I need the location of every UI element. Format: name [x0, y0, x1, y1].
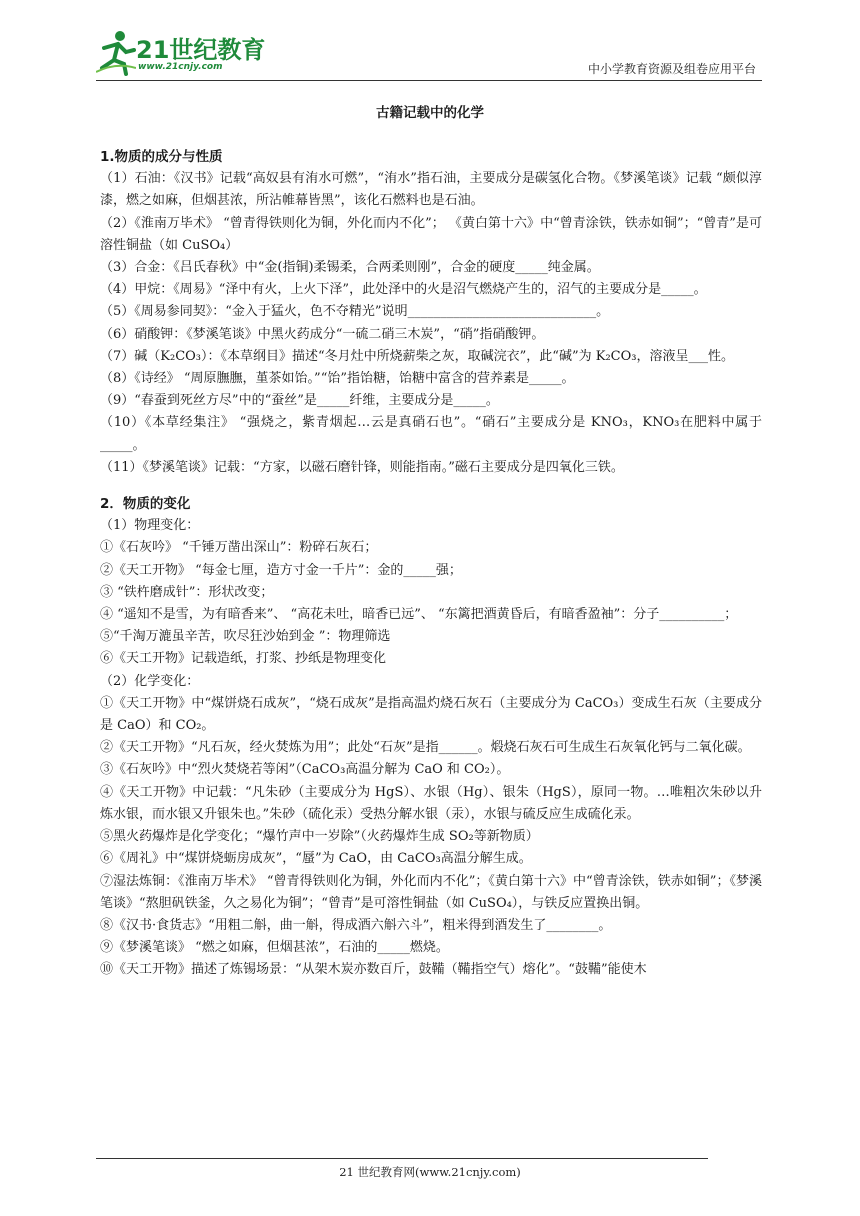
paragraph: （2）《淮南万毕术》 “曾青得铁则化为铜，外化而内不化”； 《黄白第十六》中“曾青涂铁，铁赤如铜”；“曾青”是可溶性铜盐（如 CuSO₄）: [100, 215, 762, 253]
paragraph: （11）《梦溪笔谈》记载：“方家，以磁石磨针锋，则能指南。”磁石主要成分是四氧化三铁。: [100, 459, 624, 475]
paragraph: ④ “遥知不是雪，为有暗香来”、 “高花未吐，暗香已远”、 “东篱把酒黄昏后，有暗香盈袖”：分子__________；: [100, 607, 738, 623]
paragraph: （1）石油：《汉书》记载“高奴县有洧水可燃”，“洧水”指石油，主要成分是碳氢化合物。《梦溪笔谈》记载 “颇似淳漆，燃之如麻，但烟甚浓，所沾帷幕皆黑”，该化石燃料也是石油。: [100, 171, 762, 209]
logo-url: www.21cnjy.com: [138, 62, 223, 72]
paragraph: ⑤黑火药爆炸是化学变化；“爆竹声中一岁除”（火药爆炸生成 SO₂等新物质）: [100, 829, 539, 845]
logo: [96, 28, 266, 78]
paragraph: （4）甲烷：《周易》“泽中有火，上火下泽”，此处泽中的火是沼气燃烧产生的，沼气的主要成分是_____。: [100, 282, 707, 298]
paragraph: ⑧《汉书·食货志》“用粗二斛，曲一斛，得成酒六斛六斗”，粗米得到酒发生了________。: [100, 917, 612, 933]
paragraph: （1）物理变化：: [100, 518, 200, 534]
footer-divider: [96, 1158, 708, 1159]
paragraph: （9）“春蚕到死丝方尽”中的“蚕丝”是_____纤维，主要成分是_____。: [100, 393, 499, 409]
paragraph: ②《天工开物》“凡石灰，经火焚炼为用”；此处“石灰”是指______。煅烧石灰石可生成生石灰氧化钙与二氧化碳。: [100, 740, 751, 756]
paragraph: （3）合金：《吕氏春秋》中“金(指铜)柔锡柔，合两柔则刚”，合金的硬度_____纯金属。: [100, 260, 600, 276]
section-heading: 1.物质的成分与性质: [100, 149, 223, 165]
paragraph: ①《天工开物》中“煤饼烧石成灰”，“烧石成灰”是指高温灼烧石灰石（主要成分为 CaCO₃）变成生石灰（主要成分是 CaO）和 CO₂。: [100, 695, 762, 734]
page-header: [96, 28, 762, 80]
paragraph: （10）《本草经集注》 “强烧之，紫青烟起…云是真硝石也”。“硝石”主要成分是 KNO₃，KNO₃在肥料中属于_____。: [100, 415, 762, 453]
paragraph: ⑦湿法炼铜：《淮南万毕术》 “曾青得铁则化为铜，外化而内不化”；《黄白第十六》中“曾青涂铁，铁赤如铜”；《梦溪笔谈》“熬胆矾铁釜，久之易化为铜”；“曾青”是可溶性铜盐（如 CuSO₄），与铁反应置换出铜。: [100, 873, 762, 911]
paragraph: ⑥《天工开物》记载造纸，打浆、抄纸是物理变化: [100, 651, 387, 667]
paragraph: （5）《周易参同契》：“金入于猛火，色不夺精光”说明_____________________________。: [100, 304, 610, 320]
paragraph: ⑥《周礼》中“煤饼烧蛎房成灰”，“蜃”为 CaO，由 CaCO₃高温分解生成。: [100, 851, 532, 867]
logo-text: 21世纪教育: [136, 36, 266, 64]
section-heading: 2．物质的变化: [100, 496, 191, 513]
paragraph: （7）碱（K₂CO₃）：《本草纲目》描述“冬月灶中所烧薪柴之灰，取碱浣衣”，此“碱”为 K₂CO₃，溶液呈___性。: [100, 348, 734, 364]
page-footer: 21 世纪教育网(www.21cnjy.com): [339, 1165, 521, 1179]
paragraph: ③ “铁杵磨成针”：形状改变；: [100, 584, 274, 600]
paragraph: （8）《诗经》 “周原膴膴，堇茶如饴。”“饴”指饴糖，饴糖中富含的营养素是_____。: [100, 371, 575, 387]
paragraph: ②《天工开物》 “每金七厘，造方寸金一千片”：金的_____强；: [100, 562, 462, 578]
paragraph: ⑤“千淘万漉虽辛苦，吹尽狂沙始到金 ”：物理筛选: [100, 629, 391, 645]
platform-name: 中小学教育资源及组卷应用平台: [587, 62, 756, 76]
document-body: [100, 146, 762, 982]
paragraph: ③《石灰吟》中“烈火焚烧若等闲”（CaCO₃高温分解为 CaO 和 CO₂）。: [100, 762, 510, 778]
header-divider: [96, 80, 762, 81]
paragraph: （2）化学变化：: [100, 673, 200, 689]
paragraph: ⑨《梦溪笔谈》 “燃之如麻，但烟甚浓”，石油的_____燃烧。: [100, 940, 449, 956]
paragraph: ⑩《天工开物》描述了炼锡场景：“从架木炭亦数百斤，鼓鞴（鞴指空气）熔化”。“鼓鞴”能使木: [100, 962, 647, 978]
runner-logo-icon: [96, 28, 136, 76]
paragraph: （6）硝酸钾：《梦溪笔谈》中黑火药成分“一硫二硝三木炭”，“硝”指硝酸钾。: [100, 326, 545, 342]
page-title: 古籍记载中的化学: [376, 105, 484, 121]
paragraph: ④《天工开物》中记载：“凡朱砂（主要成分为 HgS）、水银（Hg）、银朱（HgS），原同一物。…唯粗次朱砂以升炼水银，而水银又升银朱也。”朱砂（硫化汞）受热分解水银（汞），水银与硫反应生成硫化汞。: [100, 784, 762, 822]
paragraph: ①《石灰吟》 “千锤万凿出深山”：粉碎石灰石；: [100, 540, 378, 556]
